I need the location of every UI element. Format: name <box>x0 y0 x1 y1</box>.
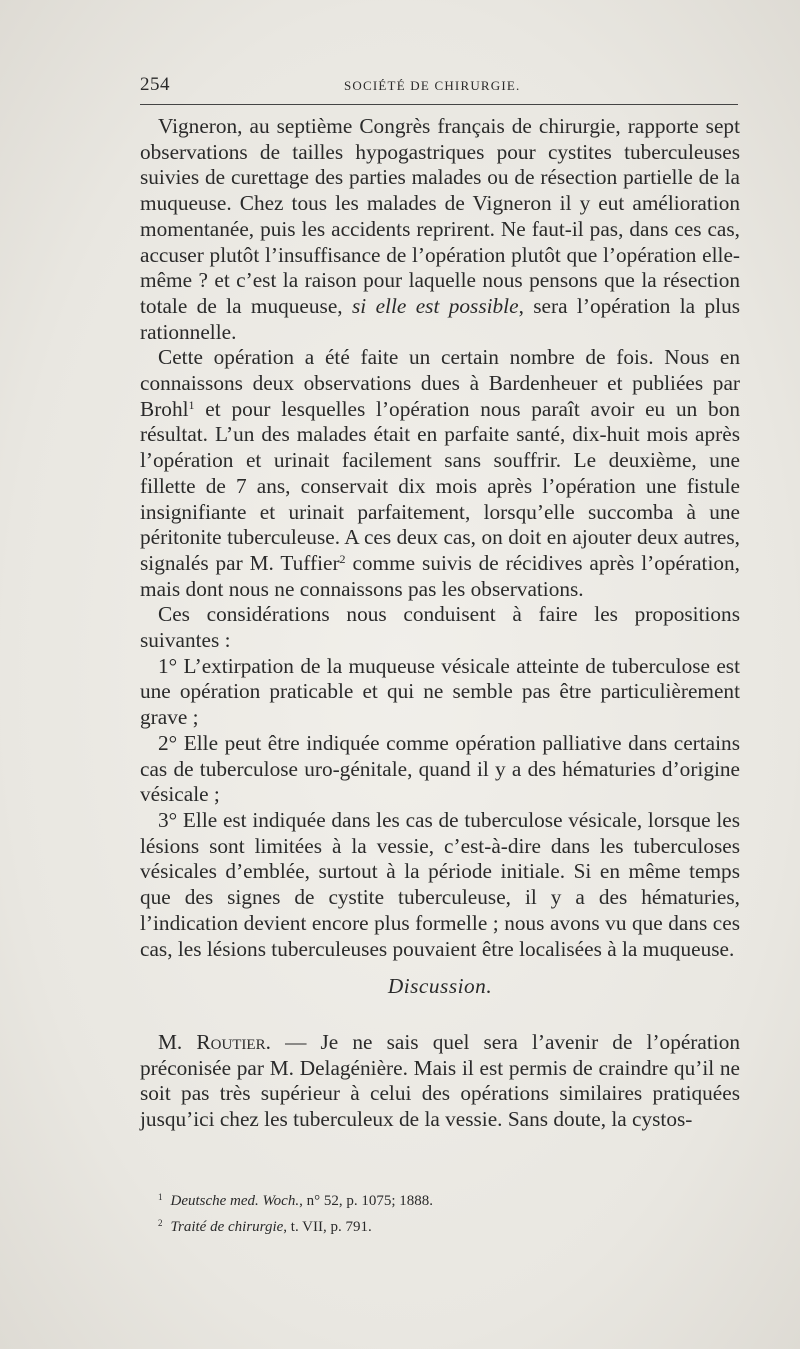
footnote-ref-2[interactable]: 2 <box>339 551 346 566</box>
body-text <box>140 114 740 1133</box>
footnotes <box>158 1186 718 1238</box>
speaker-name: M. Routier. <box>158 1029 271 1054</box>
paragraph-tail: , sera l’opération la plus rationnelle. <box>140 293 741 344</box>
paragraph-vigneron <box>140 114 740 345</box>
proposition-2: 2° Elle peut être indiquée comme opération palliative dans certains cas de tuberculose uro-génitale, quand il y a des hématuries d’origine vésicale ; <box>140 730 740 807</box>
page-number: 254 <box>140 74 170 95</box>
paragraph-text: Vigneron, au septième Congrès français de chirurgie, rapporte sept observations de tailles hypogastriques pour cystites tuberculeuses suivies de curettage des parties malades ou de résection partielle de la muqueuse. Chez tous les malades de Vigneron il y eut amélioration momentanée, puis les accidents reprirent. Ne faut-il pas, dans ces cas, accuser plutôt l’insuffisance de l’opération plutôt que l’opération elle-même ? et c’est la raison pour laquelle nous pensons que la résection totale de la muqueuse, <box>140 114 740 318</box>
paragraph-bardenheuer <box>140 345 740 602</box>
page-header <box>140 70 738 100</box>
running-head: SOCIÉTÉ DE CHIRURGIE. <box>344 78 521 93</box>
italic-phrase: si elle est possible <box>352 293 519 318</box>
footnote-source: Deutsche med. Woch. <box>170 1193 300 1209</box>
footnote-ref-1[interactable]: 1 <box>188 397 195 412</box>
paragraph-text: Cette opération a été faite un certain nombre de fois. Nous en connaissons deux observations dues à Bardenheuer et publiées par Brohl <box>140 345 740 421</box>
footnote-source: Traité de chirurgie <box>170 1219 284 1235</box>
proposition-3: 3° Elle est indiquée dans les cas de tuberculose vésicale, lorsque les lésions sont limitées à la vessie, c’est-à-dire dans les tuberculoses vésicales d’emblée, surtout à la période initiale. Si en même temps que des signes de cystite tuberculeuse, il y a des hématuries, l’indication devient encore plus formelle ; nous avons vu que dans ces cas, les lésions tuberculeuses pouvaient être localisées à la muqueuse. <box>140 807 740 961</box>
paragraph-text: et pour lesquelles l’opération nous paraît avoir eu un bon résultat. L’un des malades était en parfaite santé, dix-huit mois après l’opération et urinait facilement sans souffrir. Le deuxième, une fillette de 7 ans, conservait dix mois après l’opération une fistule insignifiante et urinait parfaitement, lorsqu’elle succomba à une péritonite tuberculeuse. A ces deux cas, on doit en ajouter deux autres, signalés par M. Tuffier <box>140 396 740 575</box>
footnote-details: , n° 52, p. 1075; 1888. <box>299 1193 433 1209</box>
paragraph-text: — Je ne sais quel sera l’avenir de l’opération préconisée par M. Delagénière. Mais il est permis de craindre qu’il ne soit pas très supérieur à celui des opérations similaires pratiquées jusqu’ici chez les tuberculeux de la vessie. Sans doute, la cystos- <box>140 1029 740 1132</box>
header-rule <box>140 104 738 105</box>
section-title: Discussion. <box>387 974 493 999</box>
paragraph-considerations: Ces considérations nous conduisent à faire les propositions suivantes : <box>140 602 740 653</box>
footnote-1 <box>158 1186 718 1212</box>
footnote-details: , t. VII, p. 791. <box>283 1219 372 1235</box>
proposition-1: 1° L’extirpation de la muqueuse vésicale atteinte de tuberculose est une opération praticable et qui ne semble pas être particulièrement grave ; <box>140 653 740 730</box>
footnote-mark: 2 <box>158 1218 163 1228</box>
paragraph-routier <box>140 1030 740 1133</box>
footnote-2 <box>158 1212 718 1238</box>
footnote-mark: 1 <box>158 1192 163 1202</box>
paragraph-text: comme suivis de récidives après l’opération, mais dont nous ne connaissons pas les observations. <box>140 550 740 601</box>
